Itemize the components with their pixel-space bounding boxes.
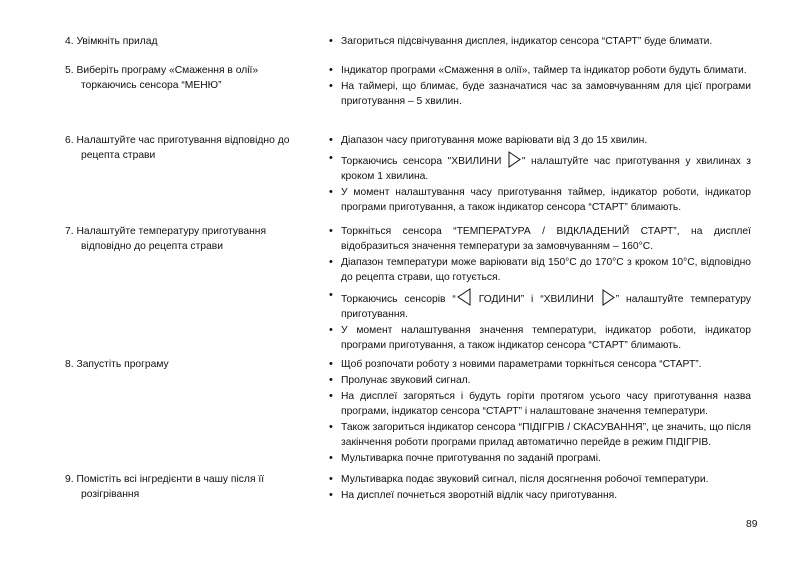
detail-item: • Діапазон часу приготування може варіювати від 3 до 15 хвилин. xyxy=(329,133,751,148)
detail-item: • Пролунає звуковий сигнал. xyxy=(329,373,751,388)
step-number: 8. xyxy=(65,359,74,370)
detail-item: • Також загориться індикатор сенсора “ПІДІГРІВ / СКАСУВАННЯ”, це значить, що після закінчення роботи програми прилад автоматично перейде в режим ПІДІГРІВ. xyxy=(329,420,751,450)
detail-item: • Діапазон температури може варіювати від 150°С до 170°С з кроком 10°С, відповідно до рецепта страви, що готується. xyxy=(329,255,751,285)
step-number: 6. xyxy=(65,135,74,146)
detail-item: • Загориться підсвічування дисплея, індикатор сенсора “СТАРТ” буде блимати. xyxy=(329,34,751,49)
triangle-right-icon xyxy=(508,151,521,168)
page-number: 89 xyxy=(746,519,758,530)
step-text: Увімкніть прилад xyxy=(76,36,158,47)
step-details xyxy=(329,224,751,354)
step-text: Запустіть програму xyxy=(76,359,169,370)
detail-item: • Мультиварка почне приготування по заданій програмі. xyxy=(329,451,751,466)
detail-item: • Індикатор програми «Смаження в олії», таймер та індикатор роботи будуть блимати. xyxy=(329,63,751,78)
step-text: Виберіть програму «Смаження в олії» xyxy=(76,65,259,76)
step-text: торкаючись сенсора “МЕНЮ” xyxy=(81,80,222,91)
detail-item: • На дисплеї загоряться і будуть горіти протягом усього часу приготування назва програми, індикатор сенсора “СТАРТ” і налаштоване значення температури. xyxy=(329,389,751,419)
step-details xyxy=(329,133,751,216)
detail-item: • Щоб розпочати роботу з новими параметрами торкніться сенсора “СТАРТ”. xyxy=(329,357,751,372)
step-number: 9. xyxy=(65,474,74,485)
detail-item: • Торкніться сенсора “ТЕМПЕРАТУРА / ВІДКЛАДЕНИЙ СТАРТ”, на дисплеї відобразиться значення температури за замовчуванням – 160°С. xyxy=(329,224,751,254)
triangle-left-icon xyxy=(457,288,471,306)
step-number: 7. xyxy=(65,226,74,237)
step-instruction xyxy=(65,224,313,254)
step-number: 5. xyxy=(65,65,74,76)
step-details xyxy=(329,63,751,110)
step-text: рецепта страви xyxy=(81,150,156,161)
detail-item: • На дисплеї почнеться зворотній відлік часу приготування. xyxy=(329,488,751,503)
detail-item: • На таймері, що блимає, буде зазначатися час за замовчуванням для цієї програми приготування – 5 хвилин. xyxy=(329,79,751,109)
step-text: відповідно до рецепта страви xyxy=(81,241,223,252)
step-text: Помістіть всі інгредієнти в чашу після її xyxy=(76,474,265,485)
step-details xyxy=(329,357,751,467)
step-text: розігрівання xyxy=(81,489,140,500)
step-instruction xyxy=(65,34,313,49)
step-instruction xyxy=(65,472,313,502)
step-text: Налаштуйте температуру приготування xyxy=(76,226,267,237)
detail-item: • Мультиварка подає звуковий сигнал, після досягнення робочої температури. xyxy=(329,472,751,487)
detail-item: • У момент налаштування значення температури, індикатор роботи, індикатор програми приготування, а також індикатор сенсора “СТАРТ” блимають. xyxy=(329,323,751,353)
detail-item: • У момент налаштування часу приготування таймер, індикатор роботи, індикатор програми приготування, а також індикатор сенсора “СТАРТ” блимають. xyxy=(329,185,751,215)
detail-item: • Торкаючись сенсорів “ ГОДИНИ” і “ХВИЛИНИ ” налаштуйте температуру приготування. xyxy=(329,288,751,322)
step-text: Налаштуйте час приготування відповідно до xyxy=(76,135,290,146)
step-instruction xyxy=(65,63,313,93)
step-details xyxy=(329,472,751,504)
step-instruction xyxy=(65,357,313,372)
triangle-right-icon xyxy=(602,289,615,306)
detail-item: • Торкаючись сенсора "ХВИЛИНИ " налаштуйте час приготування у хвилинах з кроком 1 хвилина. xyxy=(329,151,751,184)
step-details xyxy=(329,34,751,50)
step-number: 4. xyxy=(65,36,74,47)
step-instruction xyxy=(65,133,313,163)
